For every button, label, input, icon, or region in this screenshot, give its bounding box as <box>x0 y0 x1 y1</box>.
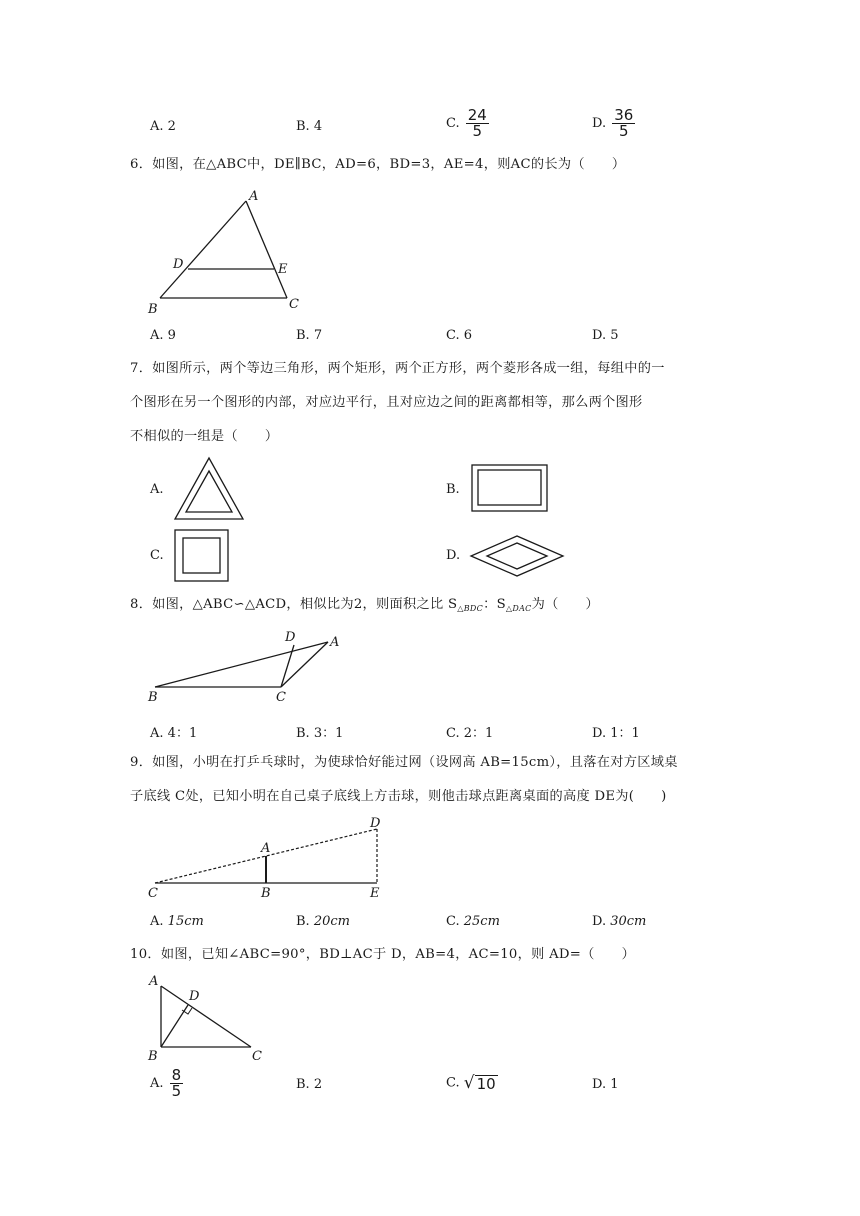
q5-option-d[interactable]: D. $\frac{36}{5}$ <box>592 106 634 140</box>
q7-option-b[interactable]: B. <box>446 482 460 497</box>
q6-label-e: E <box>278 262 288 277</box>
q6-option-c[interactable]: C. 6 <box>446 328 473 343</box>
q8-label-a: A <box>330 635 340 650</box>
q5-option-b[interactable]: B. 4 <box>296 119 323 134</box>
q7-option-c[interactable]: C. <box>150 548 164 563</box>
q10-option-c[interactable]: C. √ 10 <box>446 1073 496 1093</box>
fraction: $\frac{24}{5}$ <box>467 106 487 140</box>
q9-label-a: A <box>261 841 271 856</box>
q8-option-a[interactable]: A. 4：1 <box>150 726 198 741</box>
q6-label-a: A <box>249 189 259 204</box>
q6-option-b[interactable]: B. 7 <box>296 328 323 343</box>
q10-option-d[interactable]: D. 1 <box>592 1077 619 1092</box>
q9-option-c[interactable]: C. 25cm <box>446 914 500 929</box>
q6-question-text: 6．如图，在△ABC中，DE∥BC，AD=6，BD=3，AE=4，则AC的长为（ ） <box>130 157 626 172</box>
q10-label-d: D <box>189 989 200 1004</box>
q9-label-c: C <box>148 886 158 901</box>
q9-label-e: E <box>370 886 380 901</box>
q8-option-b[interactable]: B. 3：1 <box>296 726 344 741</box>
q10-label-a: A <box>149 974 159 989</box>
fraction: $\frac{8}{5}$ <box>171 1066 182 1100</box>
q6-label-b: B <box>148 302 158 317</box>
q6-option-a[interactable]: A. 9 <box>150 328 176 343</box>
q5-option-c[interactable]: C. $\frac{24}{5}$ <box>446 106 487 140</box>
q10-option-a[interactable]: A. $\frac{8}{5}$ <box>150 1066 182 1100</box>
q9-label-b: B <box>261 886 271 901</box>
q5-option-a[interactable]: A. 2 <box>150 119 176 134</box>
q7-question-line-3: 不相似的一组是（ ） <box>130 429 279 444</box>
q7-option-d[interactable]: D. <box>446 548 461 563</box>
q6-option-d[interactable]: D. 5 <box>592 328 619 343</box>
square-root: √ 10 <box>463 1073 496 1093</box>
q7-question-line-1: 7．如图所示，两个等边三角形，两个矩形，两个正方形，两个菱形各成一组，每组中的一 <box>130 361 665 376</box>
q9-option-b[interactable]: B. 20cm <box>296 914 350 929</box>
fraction: $\frac{36}{5}$ <box>614 106 634 140</box>
q8-option-c[interactable]: C. 2：1 <box>446 726 494 741</box>
q9-label-d: D <box>370 816 381 831</box>
q7-option-a[interactable]: A. <box>150 482 164 497</box>
q8-question-text: 8．如图，△ABC∽△ACD，相似比为2，则面积之比 $S_{\triangle BDC}$：$S_{\triangle DAC}$为（ ） <box>130 597 600 613</box>
q10-question-text: 10．如图，已知∠ABC=90°，BD⊥AC于 D，AB=4，AC=10，则 AD=（ ） <box>130 947 636 962</box>
q7-question-line-2: 个图形在另一个图形的内部，对应边平行，且对应边之间的距离都相等，那么两个图形 <box>130 395 643 410</box>
q9-question-line-2: 子底线 C处，已知小明在自己桌子底线上方击球，则他击球点距离桌面的高度 DE为( ) <box>130 789 667 804</box>
q9-question-line-1: 9．如图，小明在打乒乓球时，为使球恰好能过网（设网高 AB=15cm），且落在对方区域桌 <box>130 755 678 770</box>
q10-label-c: C <box>252 1049 262 1064</box>
q10-label-b: B <box>148 1049 158 1064</box>
q8-label-c: C <box>276 690 286 705</box>
q10-option-b[interactable]: B. 2 <box>296 1077 323 1092</box>
q9-option-d[interactable]: D. 30cm <box>592 914 647 929</box>
q9-option-a[interactable]: A. 15cm <box>150 914 204 929</box>
q6-label-c: C <box>289 297 299 312</box>
q8-label-b: B <box>148 690 158 705</box>
q6-label-d: D <box>173 257 184 272</box>
q8-label-d: D <box>285 630 296 645</box>
q8-option-d[interactable]: D. 1：1 <box>592 726 640 741</box>
